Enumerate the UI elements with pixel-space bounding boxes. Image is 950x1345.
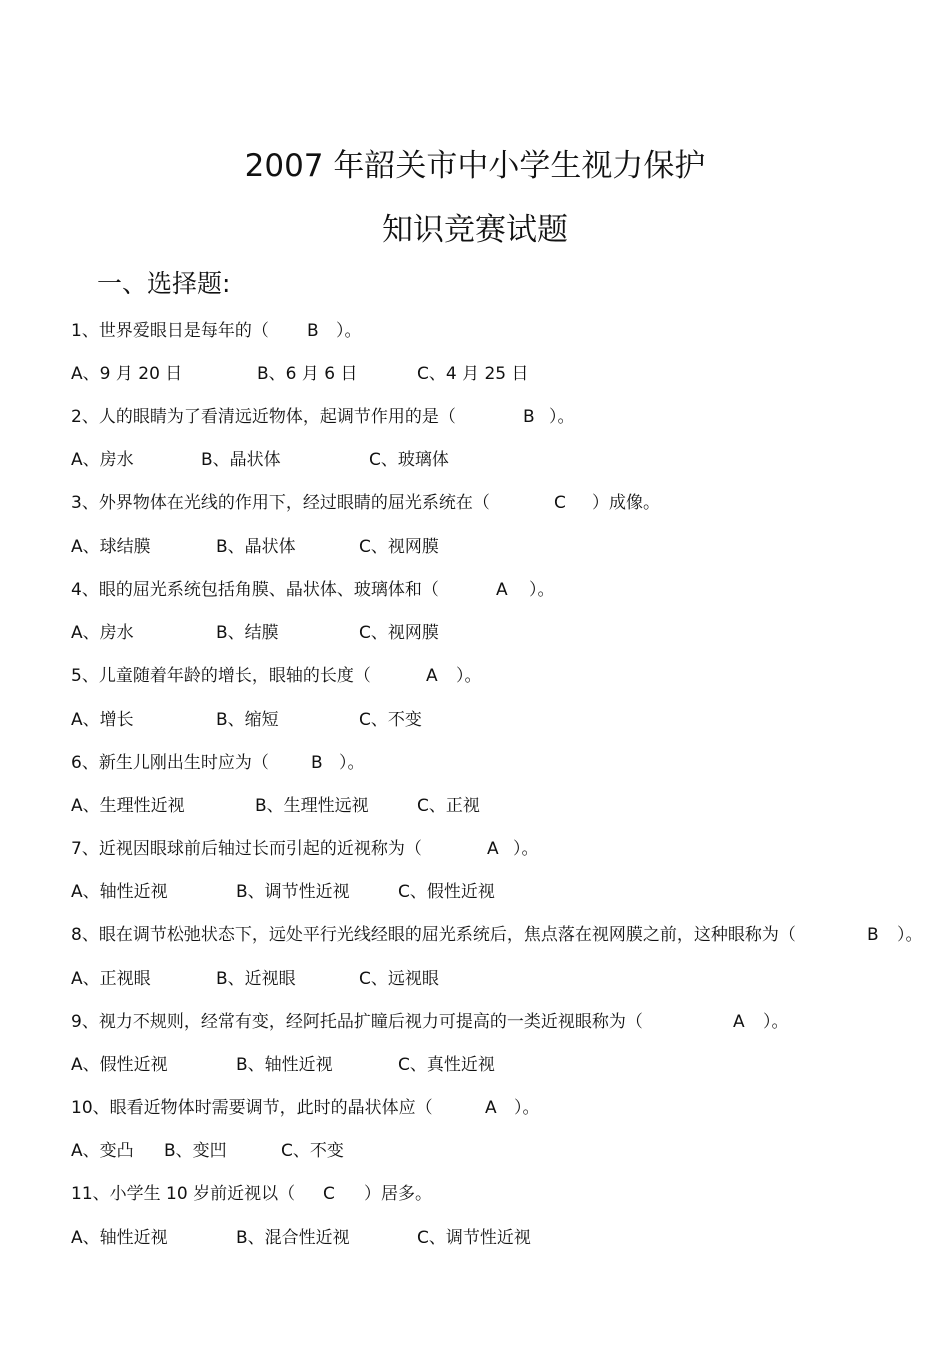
question-text-end: ）。	[456, 666, 482, 686]
answer-letter: B	[307, 321, 319, 341]
option-a: A、生理性近视	[71, 796, 185, 816]
option-a: A、房水	[71, 623, 134, 643]
option-a: A、正视眼	[71, 969, 151, 989]
option-a: A、变凸	[71, 1141, 134, 1161]
option-c: C、正视	[417, 796, 480, 816]
option-b: B、变凹	[164, 1141, 227, 1161]
question-text: 1、世界爱眼日是每年的（	[71, 321, 269, 341]
question-text-end: ）。	[336, 321, 362, 341]
option-b: B、6 月 6 日	[257, 364, 358, 384]
option-a: A、轴性近视	[71, 882, 168, 902]
question-text-end: ）。	[339, 753, 365, 773]
option-c: C、远视眼	[359, 969, 439, 989]
question-text: 9、视力不规则，经常有变，经阿托品扩瞳后视力可提高的一类近视眼称为（	[71, 1012, 643, 1032]
option-a: A、轴性近视	[71, 1228, 168, 1248]
question-text: 6、新生儿刚出生时应为（	[71, 753, 269, 773]
option-a: A、增长	[71, 710, 134, 730]
option-b: B、结膜	[216, 623, 279, 643]
question-text: 4、眼的屈光系统包括角膜、晶状体、玻璃体和（	[71, 580, 439, 600]
question-text-end: ）。	[529, 580, 555, 600]
option-c: C、不变	[281, 1141, 344, 1161]
question-text-end: ）。	[763, 1012, 789, 1032]
question-text-end: ）。	[897, 925, 923, 945]
question-text: 7、近视因眼球前后轴过长而引起的近视称为（	[71, 839, 422, 859]
question-text: 5、儿童随着年龄的增长，眼轴的长度（	[71, 666, 371, 686]
question-text-end: ）。	[549, 407, 575, 427]
answer-letter: B	[311, 753, 323, 773]
question-text: 8、眼在调节松弛状态下，远处平行光线经眼的屈光系统后，焦点落在视网膜之前，这种眼称为（	[71, 925, 796, 945]
option-c: C、玻璃体	[369, 450, 449, 470]
question-text: 3、外界物体在光线的作用下，经过眼睛的屈光系统在（	[71, 493, 490, 513]
option-a: A、9 月 20 日	[71, 364, 183, 384]
question-text-end: ）居多。	[364, 1184, 432, 1204]
question-text: 2、人的眼睛为了看清远近物体，起调节作用的是（	[71, 407, 456, 427]
answer-letter: A	[733, 1012, 745, 1032]
option-a: A、假性近视	[71, 1055, 168, 1075]
answer-letter: B	[867, 925, 879, 945]
option-b: B、调节性近视	[236, 882, 350, 902]
answer-letter: A	[485, 1098, 497, 1118]
option-c: C、4 月 25 日	[417, 364, 529, 384]
option-c: C、调节性近视	[417, 1228, 531, 1248]
option-b: B、生理性远视	[255, 796, 369, 816]
option-c: C、假性近视	[398, 882, 495, 902]
option-b: B、缩短	[216, 710, 279, 730]
document-title: 2007 年韶关市中小学生视力保护	[244, 148, 706, 184]
option-a: A、房水	[71, 450, 134, 470]
option-c: C、视网膜	[359, 537, 439, 557]
option-c: C、视网膜	[359, 623, 439, 643]
option-b: B、晶状体	[216, 537, 296, 557]
option-c: C、不变	[359, 710, 422, 730]
answer-letter: C	[554, 493, 566, 513]
answer-letter: C	[323, 1184, 335, 1204]
question-text-end: ）。	[514, 1098, 540, 1118]
document-subtitle: 知识竞赛试题	[382, 212, 568, 248]
option-a: A、球结膜	[71, 537, 151, 557]
section-heading: 一、选择题:	[97, 269, 231, 298]
question-text-end: ）成像。	[592, 493, 660, 513]
option-b: B、近视眼	[216, 969, 296, 989]
answer-letter: A	[426, 666, 438, 686]
option-b: B、轴性近视	[236, 1055, 333, 1075]
option-b: B、混合性近视	[236, 1228, 350, 1248]
answer-letter: A	[496, 580, 508, 600]
question-text-end: ）。	[513, 839, 539, 859]
question-text: 11、小学生 10 岁前近视以（	[71, 1184, 296, 1204]
option-b: B、晶状体	[201, 450, 281, 470]
option-c: C、真性近视	[398, 1055, 495, 1075]
question-text: 10、眼看近物体时需要调节，此时的晶状体应（	[71, 1098, 433, 1118]
answer-letter: A	[487, 839, 499, 859]
answer-letter: B	[523, 407, 535, 427]
